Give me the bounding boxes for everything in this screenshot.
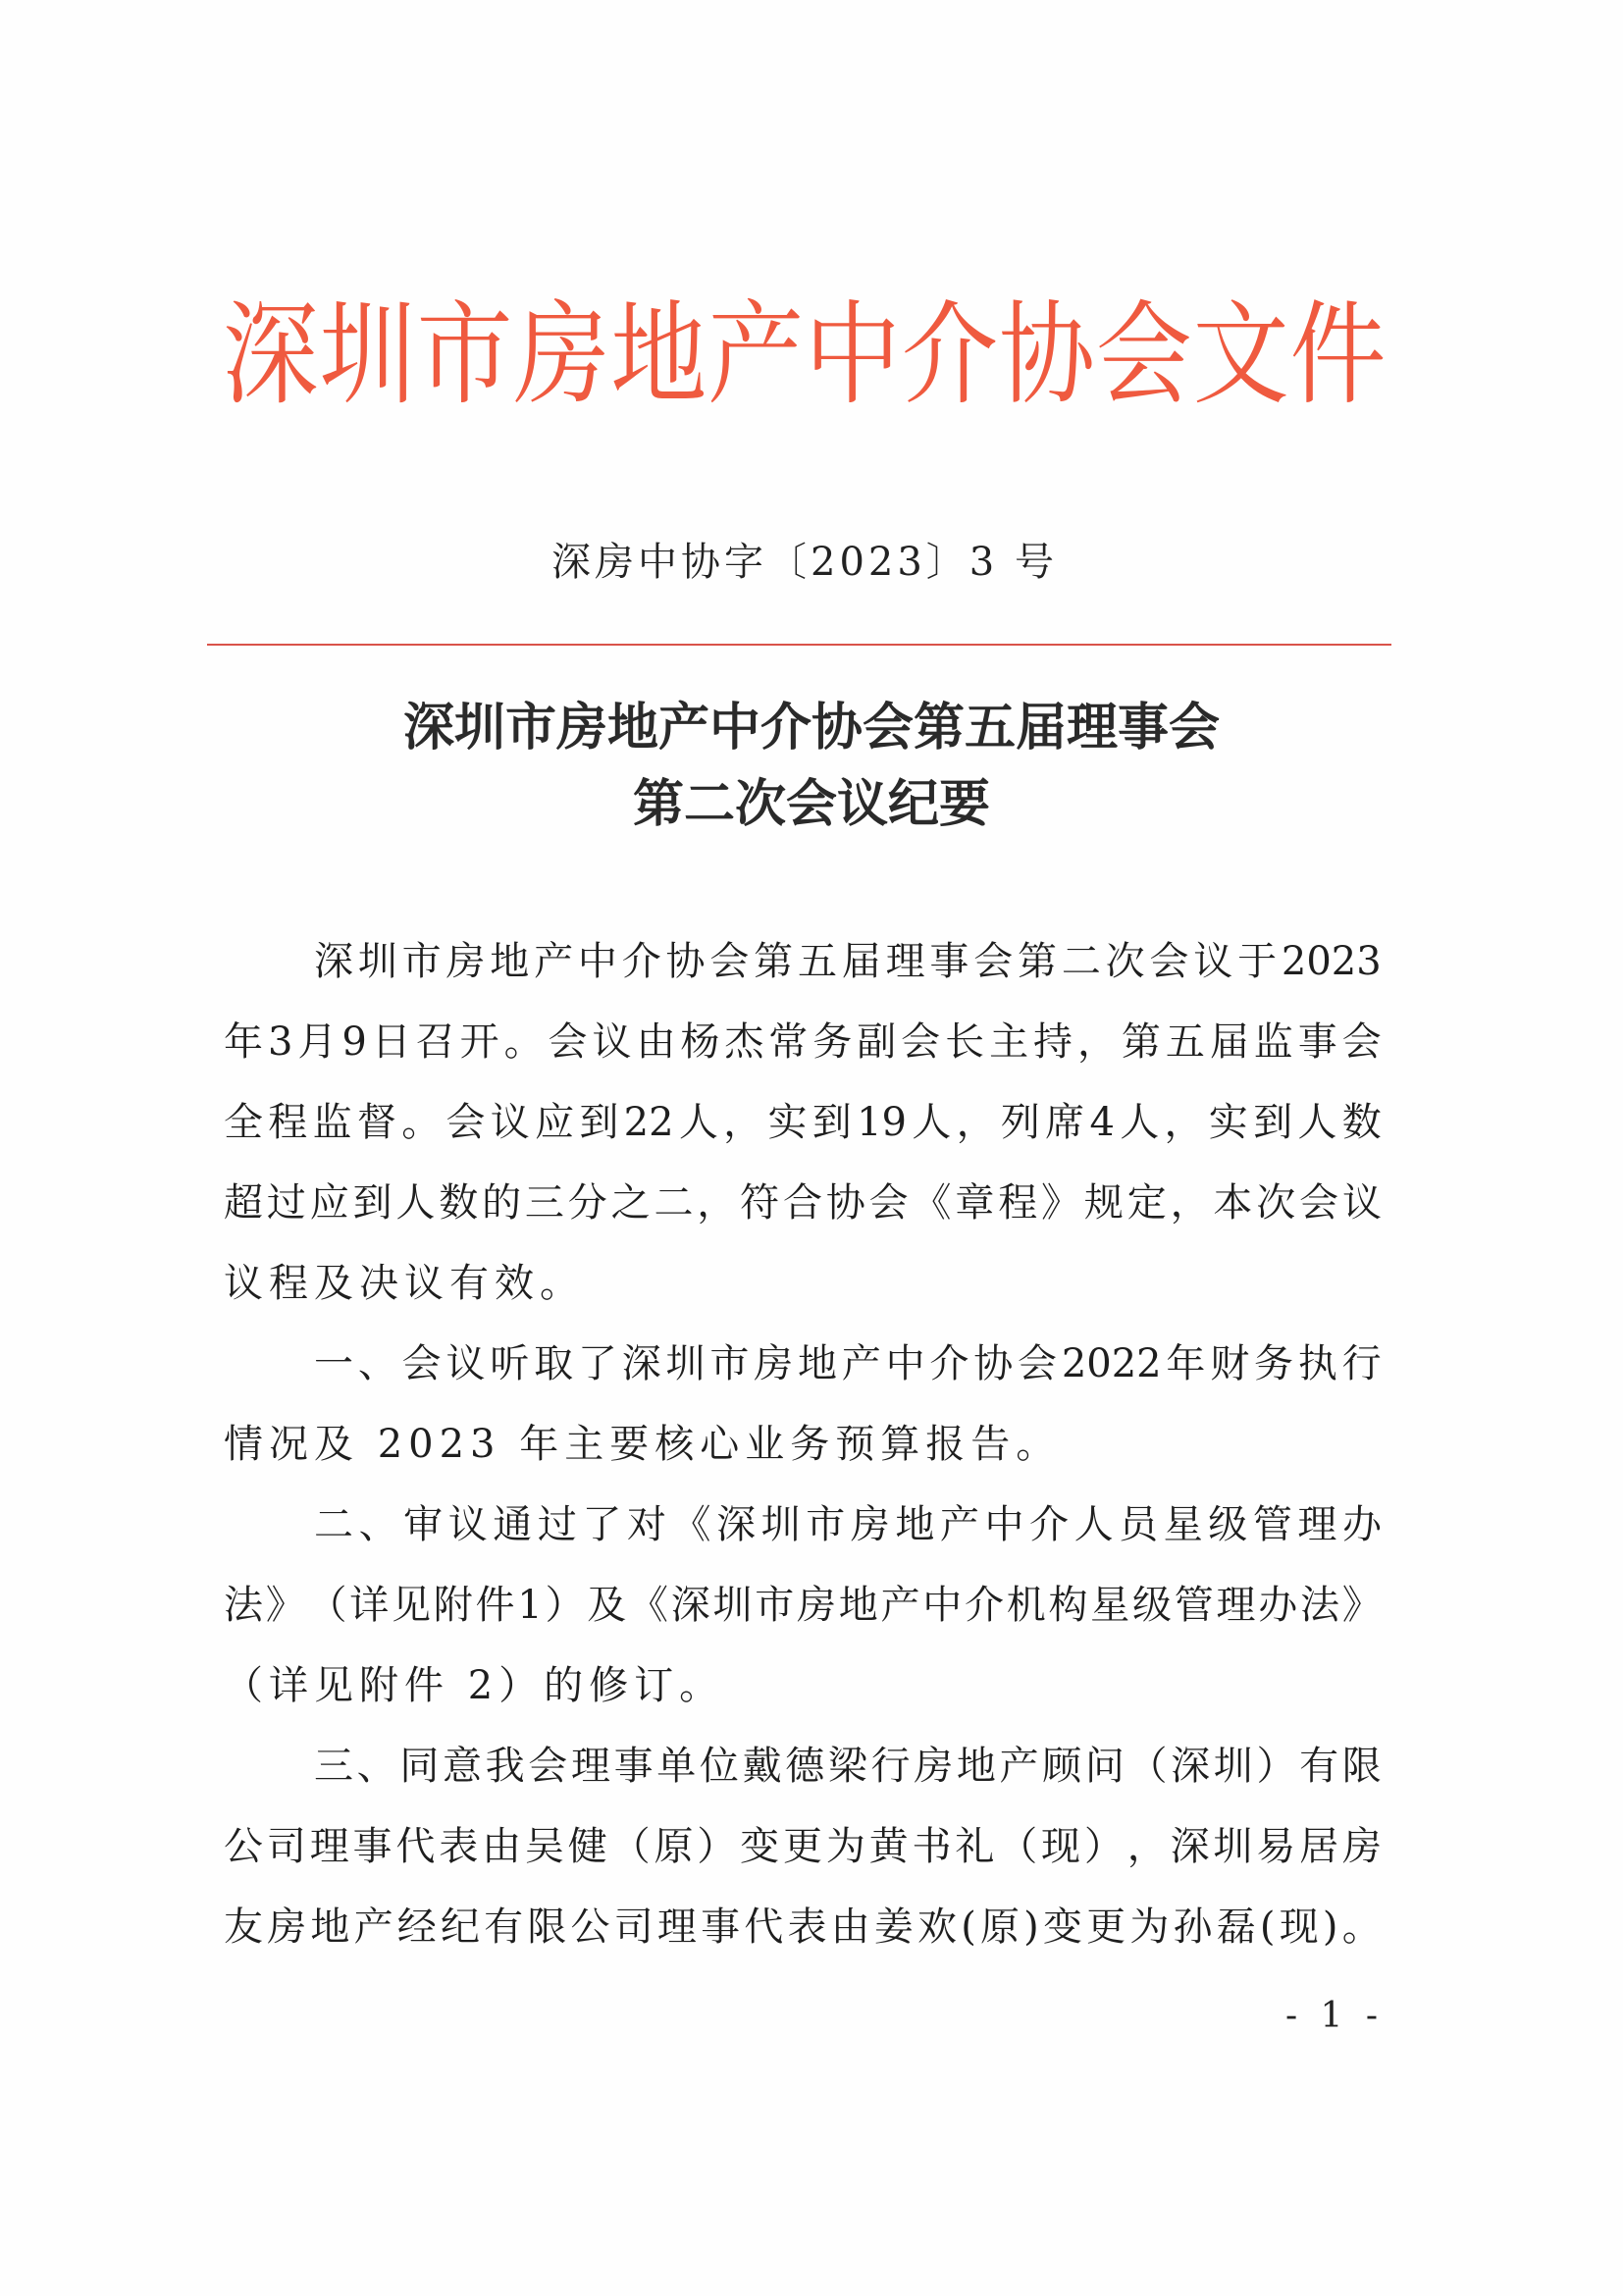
document-title-line-2: 第二次会议纪要 — [632, 775, 990, 834]
paragraph-line: 全 程 监 督 。 会 议 应 到 22 人 ， 实 到 19 人 ， 列 席 4 人 ， 实 到 人 数 — [224, 1100, 1382, 1145]
paragraph-line: 年 3 月 9 日 召 开 。 会 议 由 杨 杰 常 务 副 会 长 主 持 ， 第 五 届 监 事 会 — [224, 1019, 1382, 1065]
paragraph-line: 一 、 会 议 听 取 了 深 圳 市 房 地 产 中 介 协 会 2022 年 财 务 执 行 — [314, 1341, 1382, 1386]
paragraph-line: （详见附件 2）的修订。 — [224, 1663, 725, 1708]
masthead-title: 深圳市房地产中介协会文件 — [222, 289, 1387, 420]
paragraph-line: 友 房 地 产 经 纪 有 限 公 司 理 事 代 表 由 姜 欢 ( 原 ) 变 更 为 孙 磊 ( 现 ) 。 — [224, 1905, 1382, 1950]
document-number: 深房中协字〔2023〕3 号 — [551, 540, 1058, 585]
paragraph-line: 三 、 同 意 我 会 理 事 单 位 戴 德 梁 行 房 地 产 顾 问 （ 深 圳 ） 有 限 — [314, 1744, 1382, 1789]
paragraph-line: 公 司 理 事 代 表 由 吴 健 （ 原 ） 变 更 为 黄 书 礼 （ 现 ） ， 深 圳 易 居 房 — [224, 1824, 1382, 1869]
paragraph-line: 情况及 2023 年主要核心业务预算报告。 — [224, 1422, 1062, 1467]
document-title-line-1: 深圳市房地产中介协会第五届理事会 — [402, 699, 1220, 757]
red-divider-rule — [207, 644, 1391, 646]
paragraph-line: 深 圳 市 房 地 产 中 介 协 会 第 五 届 理 事 会 第 二 次 会 议 于 2023 — [314, 939, 1382, 984]
paragraph-line: 法 》 （ 详 见 附 件 1 ） 及 《 深 圳 市 房 地 产 中 介 机 构 星 级 管 理 办 法 》 — [224, 1583, 1382, 1628]
paragraph-line: 超 过 应 到 人 数 的 三 分 之 二 ， 符 合 协 会 《 章 程 》 规 定 ， 本 次 会 议 — [224, 1180, 1382, 1226]
paragraph-line: 议程及决议有效。 — [224, 1261, 585, 1306]
page-number: - 1 - — [1284, 1996, 1385, 2036]
paragraph-line: 二 、 审 议 通 过 了 对 《 深 圳 市 房 地 产 中 介 人 员 星 级 管 理 办 — [314, 1502, 1382, 1547]
